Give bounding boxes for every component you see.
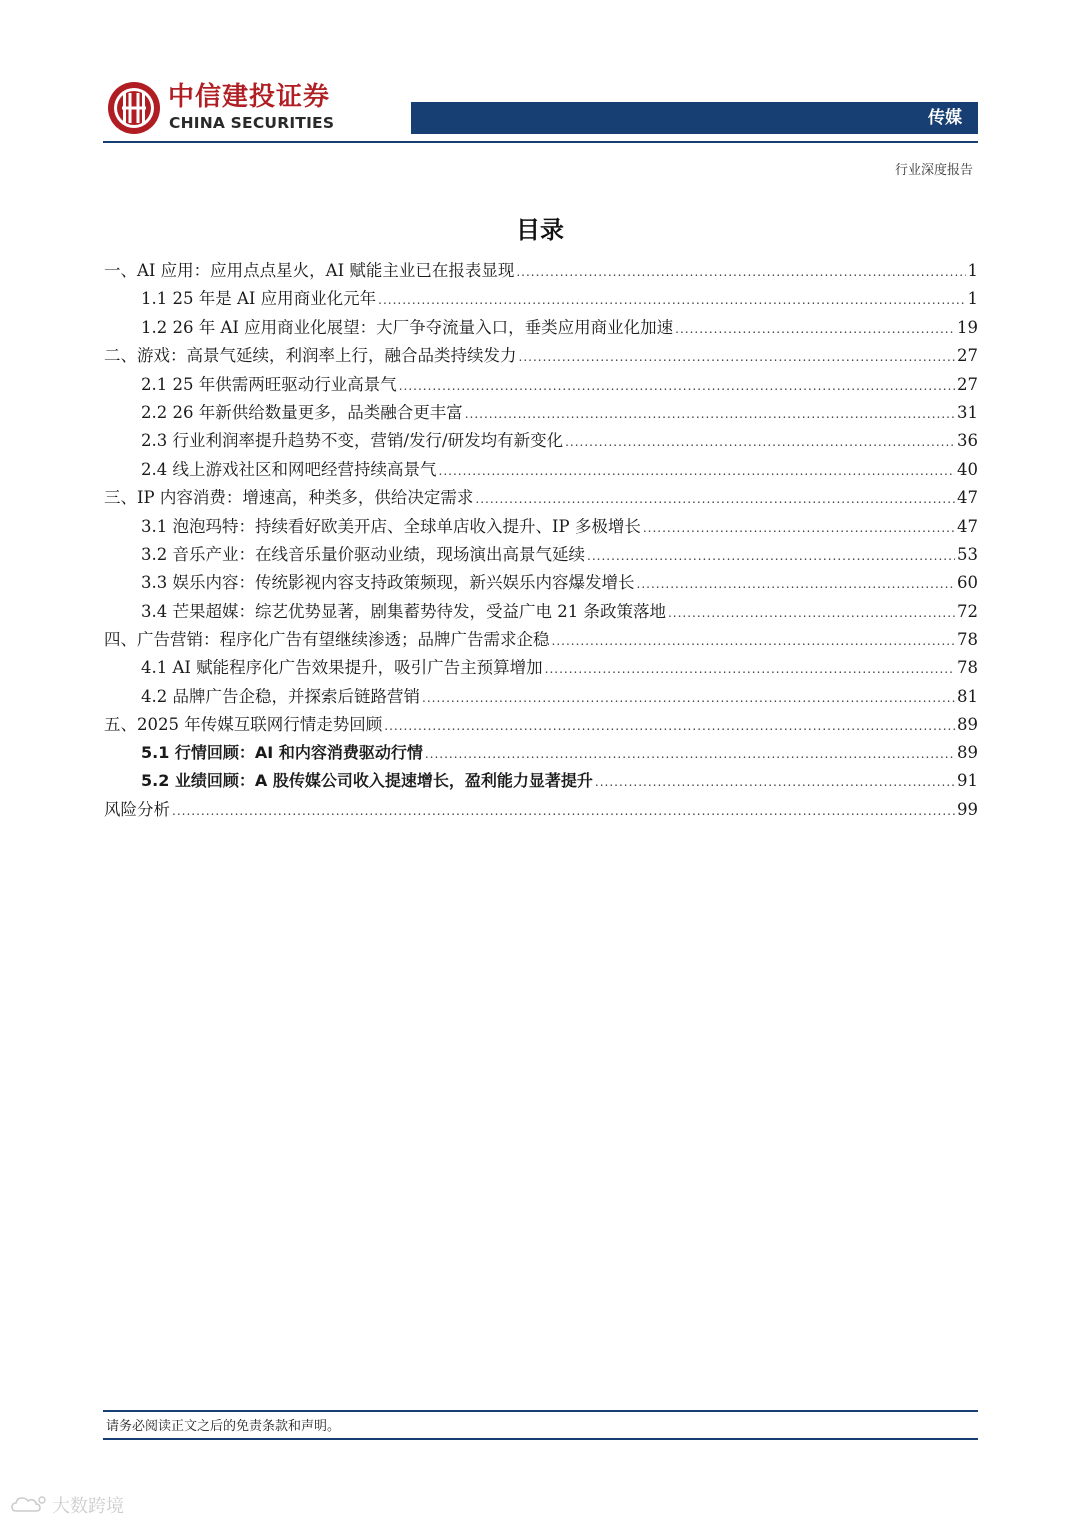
footer-divider-top: [103, 1410, 978, 1412]
toc-entry[interactable]: [104, 513, 978, 541]
toc-entry-title: 4.1 AI 赋能程序化广告效果提升，吸引广告主预算增加: [141, 658, 543, 678]
toc-entry-page: 78: [957, 658, 978, 678]
toc-title: 目录: [516, 216, 564, 244]
toc-leader-dots: [475, 492, 955, 506]
header-divider: [103, 141, 978, 143]
toc-entry-title: 4.2 品牌广告企稳，并探索后链路营销: [141, 686, 420, 706]
citic-logo-icon: [106, 80, 162, 136]
brand-name-cn: 中信建投证券: [168, 82, 331, 112]
toc-entry-title: 一、AI 应用：应用点点星火，AI 赋能主业已在报表显现: [104, 261, 515, 280]
toc-entry-title: 3.2 音乐产业：在线音乐量价驱动业绩，现场演出高景气延续: [141, 544, 585, 564]
toc-entry-page: 1: [967, 289, 978, 309]
report-type: 行业深度报告: [894, 163, 973, 178]
toc-entry[interactable]: [104, 399, 978, 427]
toc-entry-page: 89: [957, 742, 978, 762]
toc-leader-dots: [384, 719, 955, 733]
table-of-contents: [104, 257, 978, 825]
toc-leader-dots: [439, 464, 956, 478]
toc-entry-page: 31: [957, 402, 978, 422]
toc-entry[interactable]: [104, 427, 978, 455]
toc-leader-dots: [675, 322, 955, 336]
toc-leader-dots: [595, 775, 955, 789]
toc-entry[interactable]: [104, 541, 978, 569]
toc-leader-dots: [172, 804, 955, 818]
toc-entry[interactable]: [104, 484, 978, 512]
toc-entry[interactable]: [104, 456, 978, 484]
toc-entry-title: 5.1 行情回顾：AI 和内容消费驱动行情: [141, 742, 423, 762]
toc-entry-title: 2.4 线上游戏社区和网吧经营持续高景气: [141, 459, 437, 479]
toc-entry-page: 99: [957, 800, 978, 820]
toc-entry[interactable]: [104, 683, 978, 711]
toc-leader-dots: [519, 350, 956, 364]
toc-entry-title: 三、IP 内容消费：增速高，种类多，供给决定需求: [104, 488, 474, 508]
toc-entry-title: 1.1 25 年是 AI 应用商业化元年: [141, 289, 377, 309]
toc-entry-page: 89: [957, 715, 978, 735]
toc-leader-dots: [378, 293, 965, 307]
cloud-logo-icon: [10, 1494, 48, 1516]
toc-entry-title: 1.2 26 年 AI 应用商业化展望：大厂争夺流量入口，垂类应用商业化加速: [141, 317, 674, 337]
toc-leader-dots: [668, 606, 955, 620]
toc-entry-title: 2.3 行业利润率提升趋势不变，营销/发行/研发均有新变化: [141, 431, 564, 451]
toc-leader-dots: [552, 634, 956, 648]
toc-entry-title: 3.4 芒果超媒：综艺优势显著，剧集蓄势待发，受益广电 21 条政策落地: [141, 601, 666, 621]
toc-entry-title: 3.3 娱乐内容：传统影视内容支持政策频现，新兴娱乐内容爆发增长: [141, 573, 635, 593]
toc-entry-page: 40: [957, 459, 978, 479]
toc-entry-title: 五、2025 年传媒互联网行情走势回顾: [104, 715, 383, 735]
toc-entry-page: 78: [957, 630, 978, 650]
toc-entry[interactable]: [104, 768, 978, 796]
toc-entry-title: 2.2 26 年新供给数量更多，品类融合更丰富: [141, 402, 463, 422]
sector-label: 传媒: [928, 108, 962, 128]
brand-name-en: CHINA SECURITIES: [169, 114, 335, 132]
toc-entry-page: 27: [957, 374, 978, 394]
toc-leader-dots: [545, 662, 955, 676]
toc-entry-page: 53: [957, 544, 978, 564]
toc-leader-dots: [465, 407, 955, 421]
toc-entry[interactable]: [104, 711, 978, 739]
toc-leader-dots: [587, 549, 955, 563]
toc-entry-title: 5.2 业绩回顾：A 股传媒公司收入提速增长，盈利能力显著提升: [141, 771, 593, 791]
footer-divider-bottom: [103, 1438, 978, 1440]
toc-leader-dots: [399, 379, 955, 393]
toc-entry-title: 3.1 泡泡玛特：持续看好欧美开店、全球单店收入提升、IP 多极增长: [141, 516, 641, 536]
toc-entry[interactable]: [104, 342, 978, 370]
brand-logo: [106, 80, 356, 140]
toc-entry-page: 47: [957, 488, 978, 508]
toc-leader-dots: [516, 265, 965, 279]
toc-leader-dots: [422, 691, 955, 705]
toc-entry-page: 47: [957, 516, 978, 536]
toc-entry[interactable]: [104, 626, 978, 654]
toc-entry[interactable]: [104, 371, 978, 399]
toc-entry-page: 81: [957, 686, 978, 706]
toc-entry-page: 27: [957, 346, 978, 366]
toc-entry[interactable]: [104, 796, 978, 824]
sector-banner: [411, 102, 978, 134]
toc-entry[interactable]: [104, 654, 978, 682]
toc-leader-dots: [643, 521, 955, 535]
toc-entry[interactable]: [104, 285, 978, 313]
toc-entry-title: 风险分析: [104, 800, 170, 820]
toc-entry-title: 四、广告营销：程序化广告有望继续渗透；品牌广告需求企稳: [104, 630, 550, 650]
toc-leader-dots: [637, 577, 956, 591]
toc-entry-title: 2.1 25 年供需两旺驱动行业高景气: [141, 374, 397, 394]
toc-entry[interactable]: [104, 569, 978, 597]
toc-entry-title: 二、游戏：高景气延续，利润率上行，融合品类持续发力: [104, 346, 517, 366]
toc-entry[interactable]: [104, 598, 978, 626]
watermark: [10, 1492, 124, 1518]
watermark-text: 大数跨境: [52, 1496, 124, 1517]
disclaimer-text: 请务必阅读正文之后的免责条款和声明。: [106, 1419, 341, 1434]
toc-entry[interactable]: [104, 314, 978, 342]
toc-leader-dots: [425, 747, 955, 761]
toc-entry-page: 72: [957, 601, 978, 621]
page-header: [0, 0, 1080, 200]
toc-entry-page: 36: [957, 431, 978, 451]
toc-entry[interactable]: [104, 740, 978, 768]
toc-leader-dots: [565, 435, 955, 449]
toc-entry-page: 19: [957, 317, 978, 337]
toc-entry-page: 60: [957, 573, 978, 593]
toc-entry-page: 91: [957, 771, 978, 791]
toc-entry-page: 1: [967, 261, 978, 280]
toc-entry[interactable]: [104, 257, 978, 285]
